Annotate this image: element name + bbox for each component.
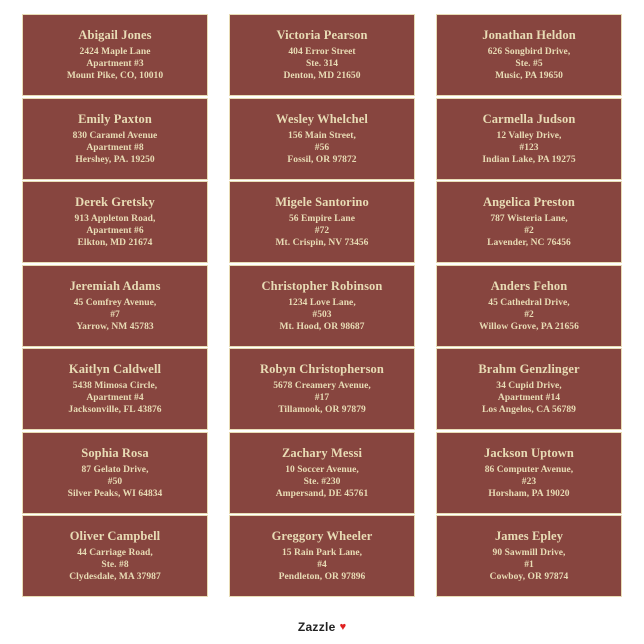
address-line: Tillamook, OR 97879 <box>278 405 366 415</box>
footer-branding <box>0 618 644 636</box>
address-line: Apartment #8 <box>86 142 144 153</box>
recipient-name: Christopher Robinson <box>261 278 383 293</box>
address-label[interactable] <box>229 432 415 514</box>
address-line: Denton, MD 21650 <box>283 71 361 81</box>
address-line: Hershey, PA. 19250 <box>75 154 155 165</box>
address-line: Apartment #4 <box>86 393 144 403</box>
address-line: Lavender, NC 76456 <box>487 238 571 248</box>
address-label[interactable] <box>22 515 208 597</box>
recipient-name: Abigail Jones <box>78 28 152 42</box>
address-label[interactable] <box>22 181 208 263</box>
address-line: Pendleton, OR 97896 <box>278 572 366 582</box>
address-label[interactable] <box>22 14 208 96</box>
address-line: Horsham, PA 19020 <box>488 488 570 499</box>
address-line: Cowboy, OR 97874 <box>489 572 569 582</box>
recipient-name: Brahm Genzlinger <box>478 362 580 376</box>
address-line: #4 <box>317 560 327 570</box>
address-line: Ste. #230 <box>303 476 341 487</box>
recipient-name: Greggory Wheeler <box>271 529 373 543</box>
address-label[interactable] <box>229 181 415 263</box>
address-line: #123 <box>519 142 539 153</box>
recipient-name: Migele Santorino <box>275 195 369 209</box>
recipient-name: Sophia Rosa <box>81 445 149 460</box>
address-label[interactable] <box>22 265 208 347</box>
address-label[interactable] <box>436 348 622 430</box>
address-line: 45 Cathedral Drive, <box>488 297 570 308</box>
address-label[interactable] <box>436 432 622 514</box>
address-line: #503 <box>312 309 332 320</box>
address-line: Los Angelos, CA 56789 <box>482 405 576 415</box>
address-label[interactable] <box>22 348 208 430</box>
recipient-name: Jackson Uptown <box>484 445 574 460</box>
address-line: #72 <box>314 226 330 236</box>
recipient-name: Jeremiah Adams <box>69 278 161 293</box>
address-label[interactable] <box>436 98 622 180</box>
address-line: Yarrow, NM 45783 <box>76 321 154 332</box>
address-line: #56 <box>314 142 330 153</box>
zazzle-wordmark: Zazzle <box>297 619 336 634</box>
address-label[interactable] <box>436 14 622 96</box>
recipient-name: Carmella Judson <box>482 111 576 126</box>
address-label[interactable] <box>229 348 415 430</box>
address-line: #17 <box>314 393 330 403</box>
recipient-name: Victoria Pearson <box>276 28 368 42</box>
recipient-name: Emily Paxton <box>78 111 152 126</box>
address-line: Apartment #14 <box>497 393 561 403</box>
recipient-name: James Epley <box>494 529 564 543</box>
address-line: Fossil, OR 97872 <box>287 154 357 165</box>
address-line: #2 <box>524 226 534 236</box>
address-label[interactable] <box>436 181 622 263</box>
address-line: 626 Songbird Drive, <box>487 47 571 57</box>
address-line: Apartment #3 <box>86 59 144 69</box>
address-line: Music, PA 19650 <box>495 71 563 81</box>
address-line: Mt. Crispin, NV 73456 <box>275 238 369 248</box>
address-line: #2 <box>524 309 534 320</box>
address-line: 45 Comfrey Avenue, <box>73 297 157 308</box>
address-line: 90 Sawmill Drive, <box>492 548 566 558</box>
address-line: Mt. Hood, OR 98687 <box>279 321 365 332</box>
address-label[interactable] <box>229 14 415 96</box>
address-label[interactable] <box>229 265 415 347</box>
address-line: Ste. 314 <box>305 59 339 69</box>
address-line: Jacksonville, FL 43876 <box>68 405 162 415</box>
address-line: #1 <box>524 560 534 570</box>
address-line: 156 Main Street, <box>288 130 356 141</box>
address-line: Ste. #5 <box>515 59 543 69</box>
address-line: 913 Appleton Road, <box>74 214 156 224</box>
recipient-name: Oliver Campbell <box>69 529 161 543</box>
recipient-name: Derek Gretsky <box>75 195 155 209</box>
recipient-name: Kaitlyn Caldwell <box>68 362 162 376</box>
address-line: 86 Computer Avenue, <box>484 464 574 475</box>
address-line: Apartment #6 <box>86 226 144 236</box>
address-label[interactable] <box>22 98 208 180</box>
recipient-name: Anders Fehon <box>490 278 568 293</box>
address-line: Elkton, MD 21674 <box>77 238 153 248</box>
address-label[interactable] <box>436 265 622 347</box>
address-line: Clydesdale, MA 37987 <box>69 572 161 582</box>
address-line: 12 Valley Drive, <box>496 130 562 141</box>
address-line: Willow Grove, PA 21656 <box>479 321 579 332</box>
address-line: Ampersand, DE 45761 <box>275 488 369 499</box>
address-line: 2424 Maple Lane <box>79 47 151 57</box>
recipient-name: Angelica Preston <box>483 195 575 209</box>
address-line: Ste. #8 <box>101 560 129 570</box>
address-line: Indian Lake, PA 19275 <box>482 154 576 165</box>
address-line: 15 Rain Park Lane, <box>281 548 363 558</box>
address-line: 787 Wisteria Lane, <box>490 214 568 224</box>
address-line: 10 Soccer Avenue, <box>285 464 359 475</box>
address-line: 87 Gelato Drive, <box>81 464 149 475</box>
address-line: Mount Pike, CO, 10010 <box>66 71 164 81</box>
address-line: Silver Peaks, WI 64834 <box>67 488 163 499</box>
recipient-name: Jonathan Heldon <box>482 28 576 42</box>
address-line: 56 Empire Lane <box>289 214 355 224</box>
recipient-name: Robyn Christopherson <box>260 362 384 376</box>
heart-icon: ♥ <box>339 620 347 633</box>
address-line: 34 Cupid Drive, <box>496 381 562 391</box>
recipient-name: Zachary Messi <box>281 445 363 460</box>
address-line: #7 <box>110 309 120 320</box>
address-line: #50 <box>107 476 123 487</box>
address-line: 404 Error Street <box>288 47 356 57</box>
address-line: #23 <box>521 476 537 487</box>
address-line: 830 Caramel Avenue <box>72 130 158 141</box>
label-grid <box>22 14 622 597</box>
address-label[interactable] <box>22 432 208 514</box>
address-label[interactable] <box>229 98 415 180</box>
address-label[interactable] <box>229 515 415 597</box>
address-line: 44 Carriage Road, <box>77 548 153 558</box>
address-line: 5438 Mimosa Circle, <box>72 381 158 391</box>
recipient-name: Wesley Whelchel <box>276 111 368 126</box>
address-label[interactable] <box>436 515 622 597</box>
address-line: 1234 Love Lane, <box>288 297 356 308</box>
address-line: 5678 Creamery Avenue, <box>273 381 371 391</box>
